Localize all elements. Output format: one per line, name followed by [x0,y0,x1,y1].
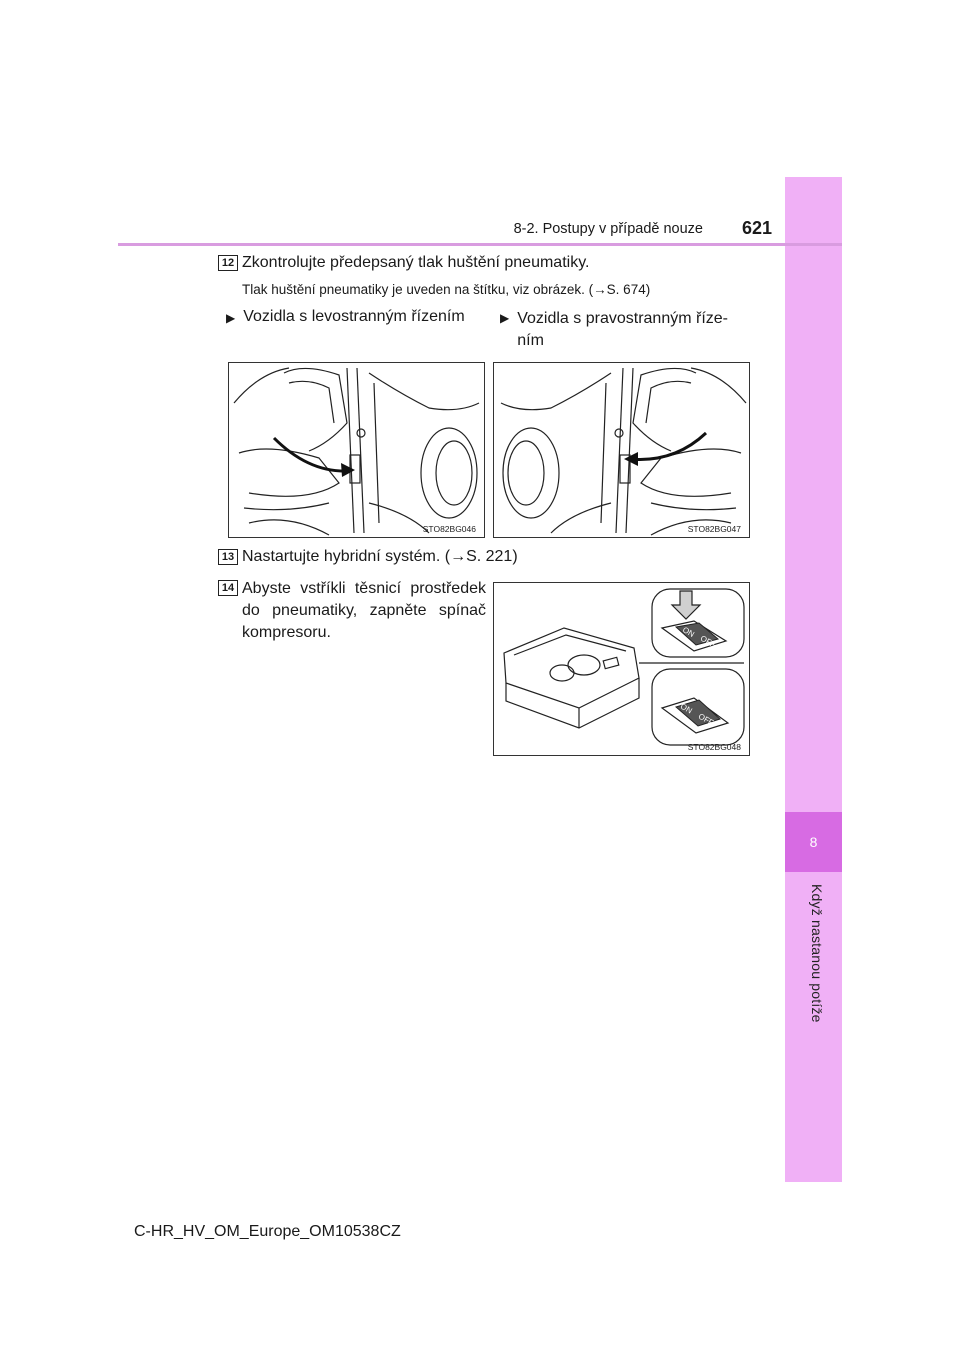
variant-lhd-label [226,308,486,328]
figure-code-lhd: STO82BG046 [422,524,476,534]
header-rule [118,243,842,246]
switch-off-label-top: OFF [698,633,718,650]
figure-rhd-tire-label-location [493,362,750,538]
chapter-number: 8 [809,834,818,850]
switch-on-label-bottom: ON [678,701,694,716]
figure-lhd-tire-label-location [228,362,485,538]
step-12-title: Zkontrolujte předepsaný tlak huštění pneumatiky. [242,254,590,271]
chapter-side-tab [785,177,842,1182]
figure-code-compressor: STO82BG048 [687,742,741,752]
step-number-12: 12 [218,255,238,271]
page-number: 621 [741,218,772,238]
switch-on-label-top: ON [680,625,696,639]
chapter-label: Když nastanou potíže [809,884,825,1023]
step-13-title: Nastartujte hybridní systém. (→S. 221) [242,548,518,565]
header-section-title: 8-2. Postupy v případě nouze [513,221,703,237]
step-number-14: 14 [218,580,238,596]
variant-lhd-text: Vozidla s levostranným řízením [243,308,465,325]
variant-rhd-text: Vozidla s pravostranným říze-ním [517,310,728,349]
compressor-illustration [494,583,750,756]
step-14-title: Abyste vstříkli těsnicí prostředek do pneumatiky, zapněte spínač kompresoru. [242,580,486,641]
car-door-illustration-rhd [494,363,750,538]
switch-off-label-bottom: OFF [696,711,716,728]
triangle-bullet-icon: ▶ [500,311,510,325]
step-number-13: 13 [218,549,238,565]
step-12-note: Tlak huštění pneumatiky je uveden na štítku, viz obrázek. (→S. 674) [242,282,651,297]
car-door-illustration-lhd [229,363,485,538]
figure-code-rhd: STO82BG047 [687,524,741,534]
variant-rhd-label [500,308,750,352]
figure-compressor-switch [493,582,750,756]
triangle-bullet-icon: ▶ [226,311,236,325]
footer-document-code: C-HR_HV_OM_Europe_OM10538CZ [134,1223,401,1240]
